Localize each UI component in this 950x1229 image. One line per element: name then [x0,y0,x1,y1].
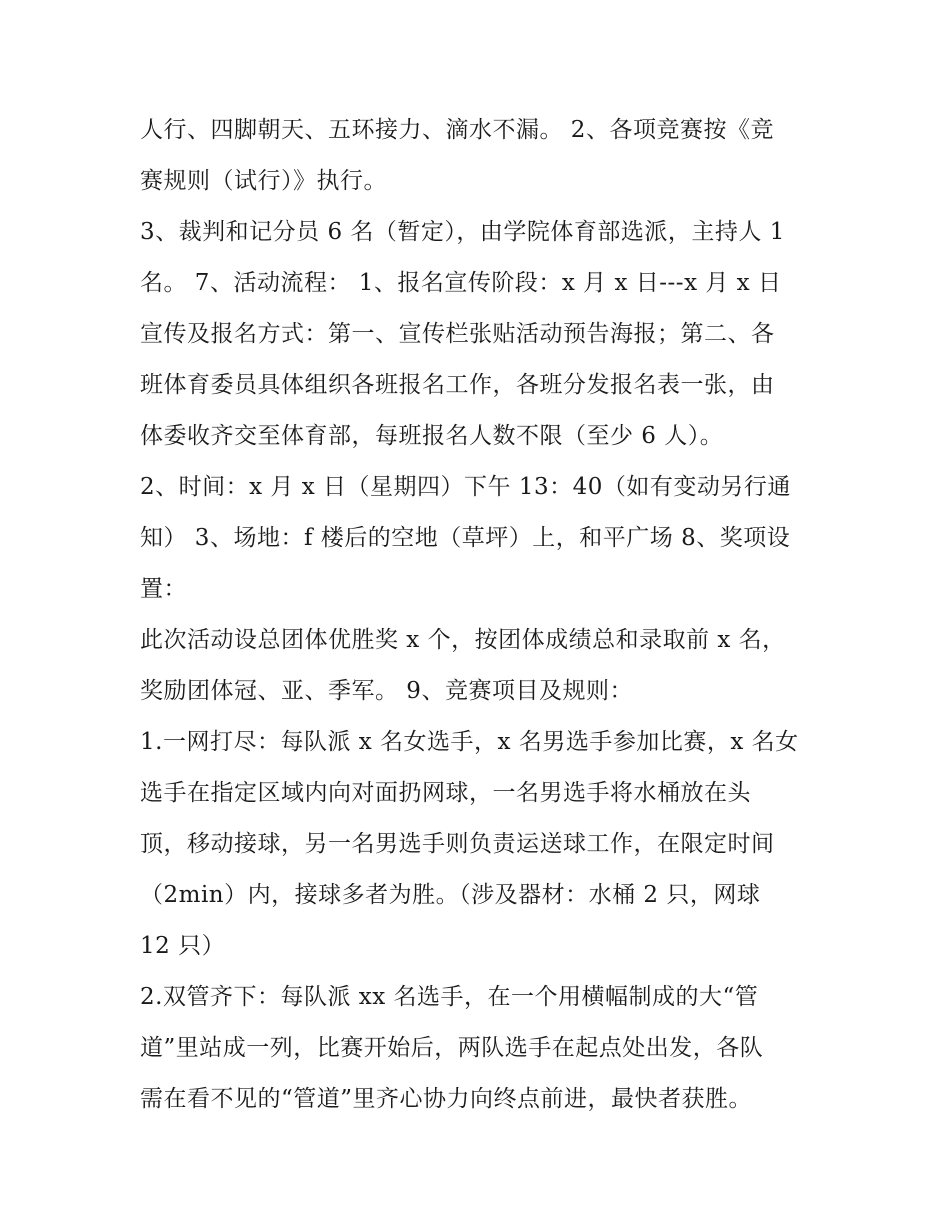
text-line: 12 只） [140,933,226,959]
text-line: 名。 7、活动流程： 1、报名宣传阶段：x 月 x 日---x 月 x 日 [140,270,782,296]
body-text [140,105,820,1125]
text-line: 选手在指定区域内向对面扔网球，一名男选手将水桶放在头 [140,780,751,806]
text-line: 道”里站成一列，比赛开始后，两队选手在起点处出发，各队 [140,1035,764,1061]
text-line: 需在看不见的“管道”里齐心协力向终点前进，最快者获胜。 [140,1086,753,1112]
text-line: 置： [140,576,187,602]
text-line: 知） 3、场地：f 楼后的空地（草坪）上，和平广场 8、奖项设 [140,525,791,551]
text-line: 体委收齐交至体育部，每班报名人数不限（至少 6 人）。 [140,423,724,449]
text-line: 3、裁判和记分员 6 名（暂定），由学院体育部选派，主持人 1 [140,219,785,245]
text-line: 人行、四脚朝天、五环接力、滴水不漏。 2、各项竞赛按《竞 [140,117,774,143]
text-line: 赛规则（试行）》执行。 [140,168,387,194]
text-line: 此次活动设总团体优胜奖 x 个，按团体成绩总和录取前 x 名， [140,627,786,653]
text-line: 顶，移动接球，另一名男选手则负责运送球工作，在限定时间 [140,831,775,857]
text-line: 宣传及报名方式：第一、宣传栏张贴活动预告海报；第二、各 [140,321,775,347]
text-line: 2.双管齐下：每队派 xx 名选手，在一个用横幅制成的大“管 [140,984,759,1010]
text-line: 奖励团体冠、亚、季军。 9、竞赛项目及规则： [140,678,633,704]
text-line: （2min）内，接球多者为胜。（涉及器材：水桶 2 只，网球 [140,882,761,908]
text-line: 1.一网打尽：每队派 x 名女选手，x 名男选手参加比赛，x 名女 [140,729,799,755]
text-line: 班体育委员具体组织各班报名工作，各班分发报名表一张，由 [140,372,775,398]
text-line: 2、时间：x 月 x 日（星期四）下午 13：40（如有变动另行通 [140,474,791,500]
